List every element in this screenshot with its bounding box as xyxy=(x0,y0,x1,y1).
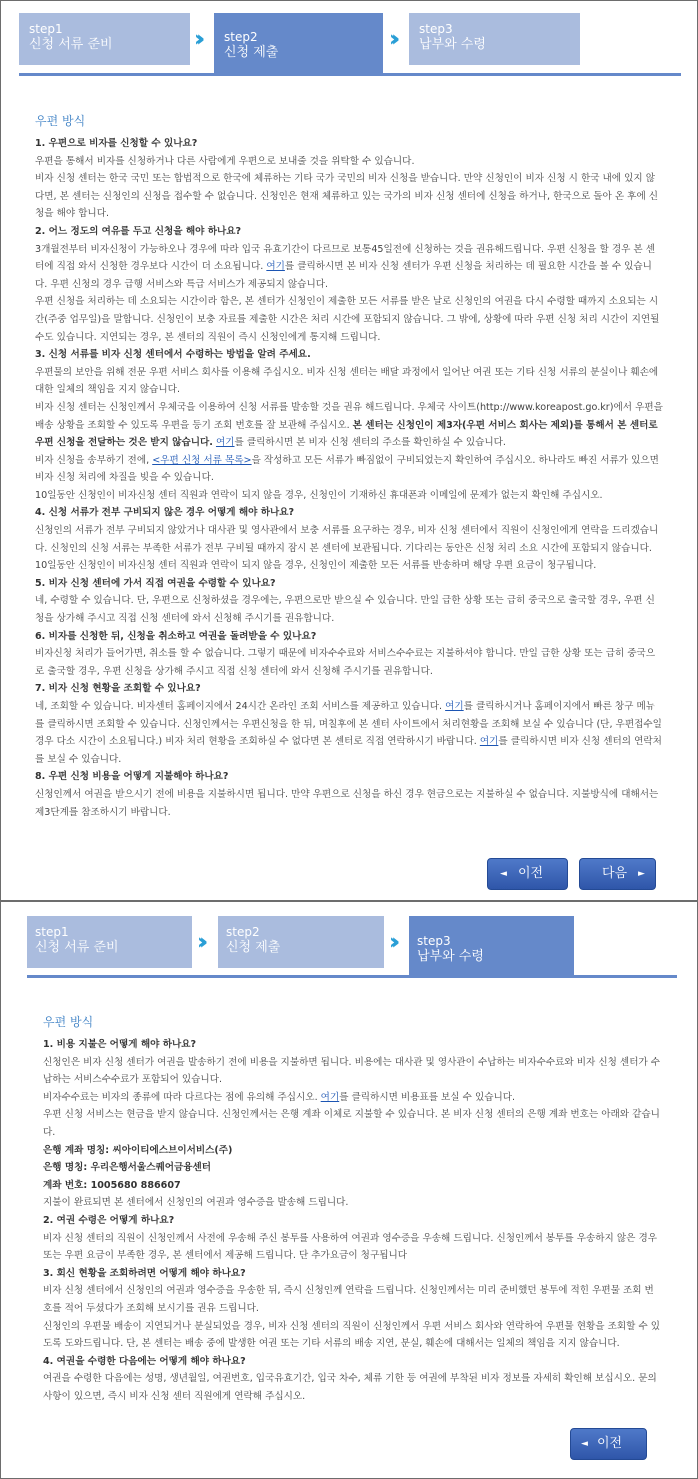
answer-2-p1 xyxy=(35,241,663,294)
answer-4-p1: 여권을 수령한 다음에는 성명, 생년월일, 여권번호, 입국유효기간, 입국 차수, 체류 기한 등 여권에 부착된 비자 정보를 자세히 확인해 보십시오. 문의 사항이 있으면, 즉시 비자 신청 센터 직원에게 연락해 주십시오. xyxy=(43,1373,657,1402)
answer-3-p2: 신청인의 우편물 배송이 지연되거나 분실되었을 경우, 비자 신청 센터의 직원이 신청인께서 우편 서비스 회사와 연락하여 우편물 현황을 조회할 수 있도록 도와드립니다. 단, 본 센터는 배송 중에 발생한 여권 또는 기타 서류의 배송 지연, 분실, 훼손에 대해서는 일체의 책임을 지지 않습니다. xyxy=(43,1320,661,1350)
faq-content xyxy=(43,1014,661,1405)
screen-step3 xyxy=(0,901,698,1479)
answer-7-text: 를 클릭하시면 비자 신청 센터의 연락처를 보실 수 있습니다. xyxy=(35,736,662,765)
answer-2-p2: 우편 신청을 처리하는 데 소요되는 시간이라 함은, 본 센터가 신청인이 제출한 모든 서류를 받은 날로 신청인의 여권을 다시 수령할 때까지 소요되는 시간(주중 업무일)을 말합니다. 신청인이 보충 자료를 제출한 시간은 처리 시간에 포함되지 않습니다. 그 밖에, 상황에 따라 우편 신청 처리 시간이 지연될 수도 있습니다. 지연되는 경우, 본 센터의 직원이 즉시 신청인에게 통지해 드립니다. xyxy=(35,296,660,343)
step3-label: 납부와 수령 xyxy=(419,37,486,52)
step3-label: 납부와 수령 xyxy=(417,949,484,964)
step3-tab[interactable] xyxy=(409,13,580,65)
here-link[interactable]: 여기 xyxy=(215,437,235,449)
step1-number: step1 xyxy=(35,925,69,939)
answer-6-p1: 비자신청 처리가 들어가면, 취소를 할 수 없습니다. 그렇기 때문에 비자수수료와 서비스수수료는 지불하셔야 합니다. 만일 급한 상황 또는 급히 중국으로 출국할 경우, 우편 신청을 상가해 주시고 직접 신청 센터에 와서 신청해 주시기를 권유합니다. xyxy=(35,648,656,677)
answer-3-text: 비자 신청 센터는 신청인께서 우체국을 이용하여 신청 서류를 발송할 것을 권유 해드립니다. 우체국 사이트(http://www.koreapost.go.kr)에서 우편을 배송 상황을 조회할 수 있도록 우편을 등기 조회 번호를 잘 보관해 주십시오. xyxy=(35,401,663,431)
question-4: 4. 신청 서류가 전부 구비되지 않은 경우 어떻게 해야 하나요? xyxy=(35,507,295,519)
answer-1-p1: 신청인은 비자 신청 센터가 여권을 발송하기 전에 비용을 지불하면 됩니다. 비용에는 대사관 및 영사관이 수납하는 비자수수료와 비자 신청 센터가 수납하는 서비스수수료가 포함되어 있습니다. xyxy=(43,1056,661,1086)
step3-tab[interactable] xyxy=(409,916,574,975)
step3-number: step3 xyxy=(417,934,451,948)
answer-1-p4: 지불이 완료되면 본 센터에서 신청인의 여권과 영수증을 발송해 드립니다. xyxy=(43,1197,349,1209)
answer-3-text: 를 클릭하시면 본 비자 신청 센터의 주소를 확인하실 수 있습니다. xyxy=(234,437,506,449)
answer-3-text: 을 작성하고 모든 서류가 빠짐없이 구비되었는지 확인하여 주십시오. 하나라도 빠진 서류가 있으면 비자 신청 처리에 차질을 빚을 수 있습니다. xyxy=(35,454,659,484)
arrow-left-icon: ◄ xyxy=(581,1439,588,1449)
chevron-right-icon: ›› xyxy=(389,930,394,955)
question-1: 1. 우편으로 비자를 신청할 수 있나요? xyxy=(35,138,198,149)
answer-4-p2: 10일동안 신청인이 비자신청 센터 직원과 연락이 되지 않을 경우, 신청인이 제출한 모든 서류를 반송하며 해당 우편 요금이 청구됩니다. xyxy=(35,560,597,572)
chevron-right-icon: ›› xyxy=(197,930,202,955)
question-1: 1. 비용 지불은 어떻게 해야 하나요? xyxy=(43,1039,197,1050)
arrow-left-icon: ◄ xyxy=(500,869,507,879)
step1-label: 신청 서류 준비 xyxy=(29,37,113,52)
question-4: 4. 여권을 수령한 다음에는 어떻게 해야 하나요? xyxy=(43,1355,246,1367)
chevron-right-icon: ›› xyxy=(194,27,199,52)
answer-1-p3: 우편 신청 서비스는 현금을 받지 않습니다. 신청인께서는 은행 계좌 이체로 지불할 수 있습니다. 본 비자 신청 센터의 은행 계좌 번호는 아래와 같습니다. xyxy=(43,1109,660,1138)
step-baseline xyxy=(19,73,681,76)
step3-number: step3 xyxy=(419,22,453,36)
answer-1-p2: 비자 신청 센터는 한국 국민 또는 합법적으로 한국에 체류하는 기타 국가 국민의 비자 신청을 받습니다. 만약 신청인이 비자 신청 시 한국 내에 있지 않다면, 본 센터는 신청인의 신청을 접수할 수 없습니다. 신청인은 현재 체류하고 있는 국가의 비자 신청 센터에 신청을 하거나, 한국으로 돌아 온 후에 신청을 해야 합니다. xyxy=(35,173,659,220)
question-3: 3. 회신 현황을 조회하려면 어떻게 해야 하나요? xyxy=(43,1267,246,1279)
question-7: 7. 비자 신청 현황을 조회할 수 있나요? xyxy=(35,683,201,695)
next-button-label: 다음 xyxy=(602,866,628,881)
answer-2-text: 를 클릭하시면 본 비자 신청 센터가 우편 신청을 처리하는 데 필요한 시간을 볼 수 있습니다. 우편 신청의 경우 급행 서비스와 특급 서비스가 제공되지 않습니다. xyxy=(35,261,652,290)
arrow-right-icon: ► xyxy=(638,869,645,879)
answer-1-p1: 우편을 통해서 비자를 신청하거나 다른 사람에게 우편으로 보내줄 것을 위탁할 수 있습니다. xyxy=(35,155,415,167)
question-6: 6. 비자를 신청한 뒤, 신청을 취소하고 여권을 돌려받을 수 있나요? xyxy=(35,630,317,642)
here-link[interactable]: 여기 xyxy=(266,261,285,273)
here-link[interactable]: 여기 xyxy=(445,701,464,712)
bank-account-holder: 은행 계좌 명칭: 씨아이티에스브이서비스(주) xyxy=(43,1144,233,1156)
answer-3-p4: 10일동안 신청인이 비자신청 센터 직원과 연락이 되지 않을 경우, 신청인이 기재하신 휴대폰과 이메일에 문제가 없는지 확인해 주십시오. xyxy=(35,489,603,501)
next-button[interactable] xyxy=(579,858,656,890)
bank-name: 은행 명칭: 우리은행서울스퀘어금융센터 xyxy=(43,1162,212,1174)
answer-3-bold-text: 본 센터는 신청인이 제3자(우편 서비스 회사는 제외)를 통해서 본 센터로 우편 신청을 전달하는 것은 받지 않습니다. xyxy=(35,419,658,449)
here-link[interactable]: 여기 xyxy=(320,1091,340,1103)
step1-tab[interactable] xyxy=(19,13,190,65)
step-baseline xyxy=(27,975,677,978)
prev-button[interactable] xyxy=(487,858,568,890)
section-title: 우편 방식 xyxy=(43,1015,94,1029)
answer-7-text: 를 클릭하시거나 홈페이지에서 빠른 창구 메뉴를 클릭하시면 조회할 수 있습니다. 신청인께서는 우편신청을 한 뒤, 며칠후에 본 센터 사이트에서 처리현황을 조회해 보실 수 있습니다 (단, 우편접수일 경우 다소 시간이 소요됩니다.) 비자 처리 현황을 조회하실 수 없다면 본 센터로 직접 연락하시기 바랍니다. xyxy=(35,701,662,748)
step2-number: step2 xyxy=(226,925,260,939)
answer-1-text: 를 클릭하시면 비용표를 보실 수 있습니다. xyxy=(339,1091,516,1103)
answer-7-p1 xyxy=(35,698,663,768)
answer-3-p2 xyxy=(35,399,663,452)
answer-3-p1: 우편물의 보안을 위해 전문 우편 서비스 회사를 이용해 주십시오. 비자 신청 센터는 배달 과정에서 일어난 여권 또는 기타 신청 서류의 분실이나 훼손에 대한 일체의 책임을 지지 않습니다. xyxy=(35,366,659,396)
question-5: 5. 비자 신청 센터에 가서 직접 여권을 수령할 수 있나요? xyxy=(35,577,276,589)
section-title: 우편 방식 xyxy=(35,114,86,128)
question-3: 3. 신청 서류를 비자 신청 센터에서 수령하는 방법을 알려 주세요. xyxy=(35,349,311,361)
prev-button-label: 이전 xyxy=(518,866,544,881)
answer-5-p1: 네, 수령할 수 있습니다. 단, 우편으로 신청하셨을 경우에는, 우편으로만 받으실 수 있습니다. 만일 급한 상황 또는 급히 중국으로 출국할 경우, 우편 신청을 상가해 주시고 직접 신청 센터에 와서 신청해 주시기를 권유합니다. xyxy=(35,595,655,625)
answer-8-p1: 신청인께서 여권을 받으시기 전에 비용을 지불하시면 됩니다. 만약 우편으로 신청을 하신 경우 현금으로는 지불하실 수 없습니다. 지불방식에 대해서는 제3단계를 참조하시기 바랍니다. xyxy=(35,788,659,818)
answer-1-p2 xyxy=(43,1089,661,1107)
answer-3-p1: 비자 신청 센터에서 신청인의 여권과 영수증을 우송한 뒤, 즉시 신청인께 연락을 드립니다. 신청인께서는 미리 준비했던 봉투에 적힌 우편물 조회 번호를 적어 두셨다가 조회해 보시기를 권유 드립니다. xyxy=(43,1285,654,1314)
bank-account-number: 계좌 번호: 1005680 886607 xyxy=(43,1179,181,1191)
answer-7-text: 네, 조회할 수 있습니다. 비자센터 홈페이지에서 24시간 온라인 조회 서비스를 제공하고 있습니다. xyxy=(35,701,446,712)
faq-content xyxy=(35,113,663,821)
step2-number: step2 xyxy=(224,30,258,44)
question-2: 2. 어느 정도의 여유를 두고 신청을 해야 하나요? xyxy=(35,225,242,237)
step2-tab[interactable] xyxy=(214,13,383,74)
step2-tab[interactable] xyxy=(218,916,384,968)
document-list-link[interactable]: <우편 신청 서류 목록> xyxy=(152,454,252,466)
question-8: 8. 우편 신청 비용을 어떻게 지불해야 하나요? xyxy=(35,771,229,783)
answer-2-text: 3개월전부터 비자신청이 가능하오나 경우에 따라 입국 유효기간이 다르므로 보통45일전에 신청하는 것을 권유해드립니다. 우편 신청을 할 경우 본 센터에 직접 와서 신청한 경우보다 시간이 더 소요됩니다. xyxy=(35,243,655,273)
prev-button-label: 이전 xyxy=(597,1436,623,1451)
question-2: 2. 여권 수령은 어떻게 하나요? xyxy=(43,1214,175,1226)
step-indicator xyxy=(1,902,697,982)
answer-4-p1: 신청인의 서류가 전부 구비되지 않았거나 대사관 및 영사관에서 보충 서류를 요구하는 경우, 비자 신청 센터에서 직원이 신청인에게 연락을 드리겠습니다. 신청인의 신청 서류는 부족한 서류가 전부 구비될 때까지 잠시 본 센터에 보관됩니다. 기다리는 동안은 신청 처리 소요 시간에 포함되지 않습니다. xyxy=(35,525,659,554)
answer-3-text: 비자 신청을 송부하기 전에, xyxy=(35,454,153,466)
step2-label: 신청 제출 xyxy=(224,45,279,60)
answer-3-p3 xyxy=(35,452,663,487)
here-link[interactable]: 여기 xyxy=(479,736,499,748)
step2-label: 신청 제출 xyxy=(226,940,281,955)
prev-button[interactable] xyxy=(570,1428,647,1460)
step1-tab[interactable] xyxy=(27,916,192,968)
answer-1-text: 비자수수료는 비자의 종류에 따라 다르다는 점에 유의해 주십시오. xyxy=(43,1091,321,1103)
step-indicator xyxy=(1,1,697,81)
step1-label: 신청 서류 준비 xyxy=(35,940,119,955)
step1-number: step1 xyxy=(29,22,63,36)
chevron-right-icon: ›› xyxy=(389,27,394,52)
answer-2-p1: 비자 신청 센터의 직원이 신청인께서 사전에 우송해 주신 봉투를 사용하여 여권과 영수증을 우송해 드립니다. 신청인께서 봉투를 우송하지 않은 경우 또는 우편 요금이 부족한 경우, 본 센터에서 제공해 드립니다. 단 추가요금이 청구됩니다 xyxy=(43,1232,657,1262)
